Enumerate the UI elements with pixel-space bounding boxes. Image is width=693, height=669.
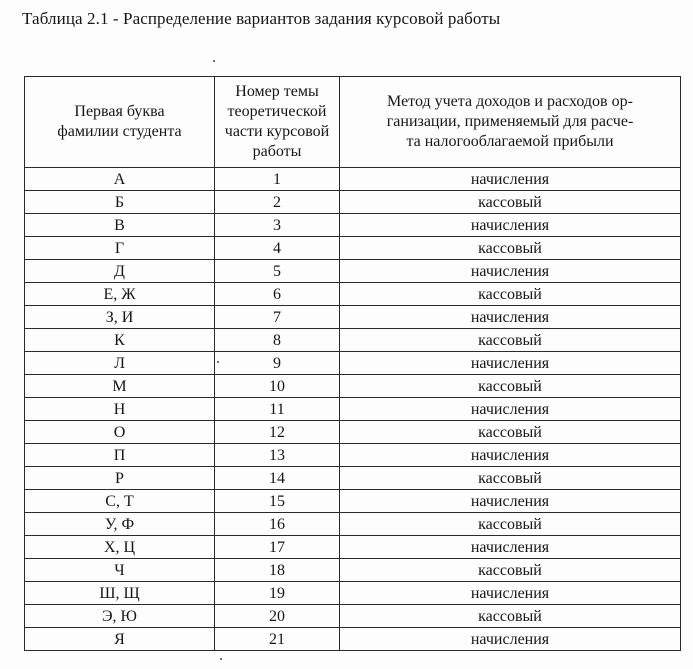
- table-row: [25, 605, 681, 628]
- cell-topic-number: 19: [215, 582, 340, 605]
- cell-topic-number: 18: [215, 559, 340, 582]
- table-row: [25, 421, 681, 444]
- cell-letters: Ч: [25, 559, 215, 582]
- table-row: [25, 582, 681, 605]
- cell-letters: В: [25, 214, 215, 237]
- cell-letters: П: [25, 444, 215, 467]
- cell-topic-number: 10: [215, 375, 340, 398]
- cell-method: кассовый: [340, 283, 681, 306]
- header-line: Первая буква: [74, 103, 165, 120]
- cell-topic-number: 2: [215, 191, 340, 214]
- cell-letters: О: [25, 421, 215, 444]
- cell-letters: Р: [25, 467, 215, 490]
- cell-method: кассовый: [340, 375, 681, 398]
- scan-speck: [220, 658, 222, 660]
- table-row: [25, 329, 681, 352]
- cell-letters: Н: [25, 398, 215, 421]
- cell-topic-number: 13: [215, 444, 340, 467]
- table-row: [25, 375, 681, 398]
- cell-topic-number: 9: [215, 352, 340, 375]
- table-row: [25, 628, 681, 651]
- cell-method: кассовый: [340, 513, 681, 536]
- cell-method: начисления: [340, 352, 681, 375]
- cell-letters: Ш, Щ: [25, 582, 215, 605]
- header-accounting-method: [340, 77, 681, 168]
- cell-topic-number: 7: [215, 306, 340, 329]
- table-row: [25, 559, 681, 582]
- table-row: [25, 237, 681, 260]
- cell-topic-number: 20: [215, 605, 340, 628]
- cell-method: начисления: [340, 260, 681, 283]
- cell-letters: Д: [25, 260, 215, 283]
- cell-method: начисления: [340, 582, 681, 605]
- cell-letters: С, Т: [25, 490, 215, 513]
- table-row: [25, 536, 681, 559]
- header-line: Номер темы: [235, 83, 319, 100]
- cell-topic-number: 8: [215, 329, 340, 352]
- table-row: [25, 513, 681, 536]
- cell-letters: Е, Ж: [25, 283, 215, 306]
- table-row: [25, 398, 681, 421]
- header-line: части курсовой: [224, 123, 330, 140]
- cell-method: кассовый: [340, 605, 681, 628]
- header-line: та налогооблагаемой прибыли: [406, 133, 614, 150]
- cell-topic-number: 15: [215, 490, 340, 513]
- cell-topic-number: 4: [215, 237, 340, 260]
- cell-topic-number: 17: [215, 536, 340, 559]
- cell-method: кассовый: [340, 421, 681, 444]
- header-line: фамилии студента: [57, 123, 182, 140]
- table-row: [25, 490, 681, 513]
- cell-method: кассовый: [340, 559, 681, 582]
- cell-method: начисления: [340, 628, 681, 651]
- cell-topic-number: 5: [215, 260, 340, 283]
- cell-letters: Х, Ц: [25, 536, 215, 559]
- cell-topic-number: 14: [215, 467, 340, 490]
- cell-topic-number: 16: [215, 513, 340, 536]
- cell-method: кассовый: [340, 329, 681, 352]
- cell-topic-number: 21: [215, 628, 340, 651]
- table-body: [25, 168, 681, 651]
- cell-method: начисления: [340, 444, 681, 467]
- cell-method: кассовый: [340, 191, 681, 214]
- cell-letters: Э, Ю: [25, 605, 215, 628]
- cell-method: начисления: [340, 306, 681, 329]
- cell-letters: М: [25, 375, 215, 398]
- scan-speck: [213, 60, 215, 62]
- cell-letters: Я: [25, 628, 215, 651]
- table-row: [25, 467, 681, 490]
- cell-topic-number: 1: [215, 168, 340, 191]
- header-first-letter: [25, 77, 215, 168]
- cell-method: кассовый: [340, 237, 681, 260]
- header-topic-number: [215, 77, 340, 168]
- cell-method: начисления: [340, 490, 681, 513]
- cell-method: начисления: [340, 536, 681, 559]
- header-line: работы: [252, 143, 302, 160]
- table-row: [25, 444, 681, 467]
- table-row: [25, 191, 681, 214]
- header-line: теоретической: [227, 103, 327, 120]
- cell-letters: Л: [25, 352, 215, 375]
- cell-letters: З, И: [25, 306, 215, 329]
- cell-letters: Б: [25, 191, 215, 214]
- variants-table: [24, 76, 681, 651]
- header-line: Метод учета доходов и расходов ор-: [387, 93, 633, 110]
- header-row: [25, 77, 681, 168]
- cell-letters: Г: [25, 237, 215, 260]
- table-caption: Таблица 2.1 - Распределение вариантов задания курсовой работы: [22, 9, 501, 28]
- cell-topic-number: 6: [215, 283, 340, 306]
- cell-method: начисления: [340, 398, 681, 421]
- cell-topic-number: 12: [215, 421, 340, 444]
- table-row: [25, 260, 681, 283]
- cell-letters: У, Ф: [25, 513, 215, 536]
- cell-letters: А: [25, 168, 215, 191]
- cell-method: начисления: [340, 214, 681, 237]
- table-row: [25, 168, 681, 191]
- cell-topic-number: 3: [215, 214, 340, 237]
- table-row: [25, 306, 681, 329]
- cell-method: кассовый: [340, 467, 681, 490]
- cell-letters: К: [25, 329, 215, 352]
- cell-method: начисления: [340, 168, 681, 191]
- cell-topic-number: 11: [215, 398, 340, 421]
- table-row: [25, 352, 681, 375]
- table-row: [25, 283, 681, 306]
- table-row: [25, 214, 681, 237]
- header-line: ганизации, применяемый для расче-: [386, 113, 634, 130]
